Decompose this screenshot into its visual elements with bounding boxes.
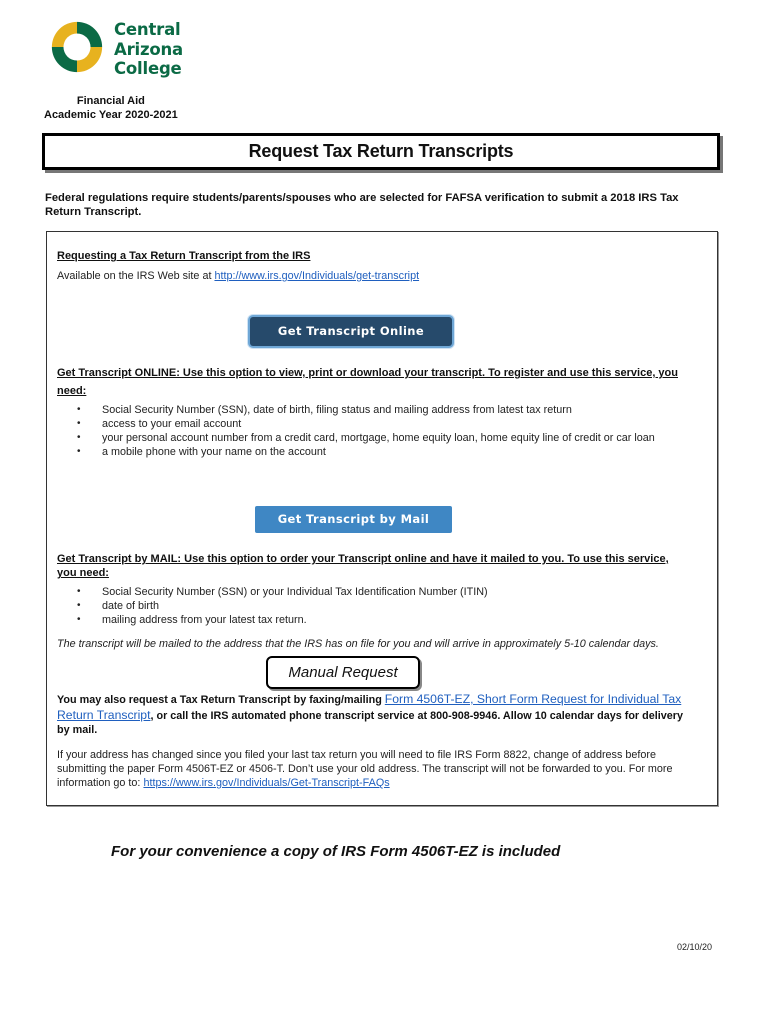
title-box (42, 133, 720, 170)
list-item: • Social Security Number (SSN), date of birth, filing status and mailing address from latest tax return (57, 403, 655, 417)
logo-text (114, 20, 183, 79)
form-included-note: For your convenience a copy of IRS Form 4506T-EZ is included (111, 843, 561, 860)
irs-availability (57, 269, 419, 283)
irs-transcript-link[interactable]: http://www.irs.gov/Individuals/get-transcript (214, 270, 420, 282)
mail-heading-line-1: Get Transcript by MAIL: Use this option to order your Transcript online and have it mailed to you. To use this service, (57, 553, 669, 565)
mail-heading (57, 552, 707, 580)
irs-heading: Requesting a Tax Return Transcript from the IRS (57, 250, 311, 262)
instructions-panel (46, 231, 718, 806)
list-item: • access to your email account (57, 417, 655, 431)
logo-line-1: Central (114, 20, 181, 39)
address-change-text: If your address has changed since you filed your last tax return you will need to file IRS Form 8822, change of address before submitting the paper Form 4506T-EZ or 4506-T. Don’t use your old address. The transcript will not be forwarded to you. For more information go to: (57, 749, 673, 789)
irs-availability-text: Available on the IRS Web site at (57, 270, 215, 282)
list-item: • mailing address from your latest tax return. (57, 613, 488, 627)
list-item: • your personal account number from a credit card, mortgage, home equity loan, home equity line of credit or car loan (57, 431, 655, 445)
list-item: • Social Security Number (SSN) or your Individual Tax Identification Number (ITIN) (57, 585, 488, 599)
logo-line-2: Arizona (114, 39, 183, 59)
document-date: 02/10/20 (677, 942, 713, 952)
page-title: Request Tax Return Transcripts (248, 141, 514, 161)
college-logo (48, 18, 183, 79)
get-transcript-by-mail-button[interactable]: Get Transcript by Mail (255, 506, 452, 533)
manual-request-text (57, 692, 697, 738)
list-item: • date of birth (57, 599, 488, 613)
mail-delivery-note: The transcript will be mailed to the address that the IRS has on file for you and will arrive in approximately 5-10 calendar days. (57, 638, 659, 650)
manual-request-prefix: You may also request a Tax Return Transcript by faxing/mailing (57, 694, 385, 706)
intro-text: Federal regulations require students/parents/spouses who are selected for FAFSA verification to submit a 2018 IRS Tax Return Transcript. (45, 192, 679, 218)
manual-request-suffix: , or call the IRS automated phone transcript service at 800-908-9946. Allow 10 calendar days for delivery by mail. (57, 709, 683, 736)
get-transcript-online-button[interactable]: Get Transcript Online (250, 317, 452, 346)
form-4506t-ez-link[interactable]: Form 4506T-EZ, Short Form Request for Individual Tax Return Transcript (57, 692, 682, 722)
college-seal-icon (48, 18, 106, 76)
transcript-faq-link[interactable]: https://www.irs.gov/Individuals/Get-Transcript-FAQs (143, 777, 390, 789)
department-header (44, 94, 178, 122)
online-heading (57, 364, 707, 400)
logo-line-3: College (114, 59, 182, 78)
online-heading-line-2: need: (57, 385, 87, 397)
department-name: Financial Aid (76, 95, 145, 107)
mail-requirements-list (57, 585, 488, 627)
online-heading-line-1: Get Transcript ONLINE: Use this option to view, print or download your transcript. To register and use this service, you (57, 367, 678, 379)
academic-year: Academic Year 2020-2021 (44, 109, 178, 121)
list-item: • a mobile phone with your name on the account (57, 445, 655, 459)
online-requirements-list (57, 403, 655, 459)
address-change-note (57, 748, 707, 790)
manual-request-button[interactable]: Manual Request (266, 656, 420, 689)
mail-heading-line-2: you need: (57, 567, 109, 579)
